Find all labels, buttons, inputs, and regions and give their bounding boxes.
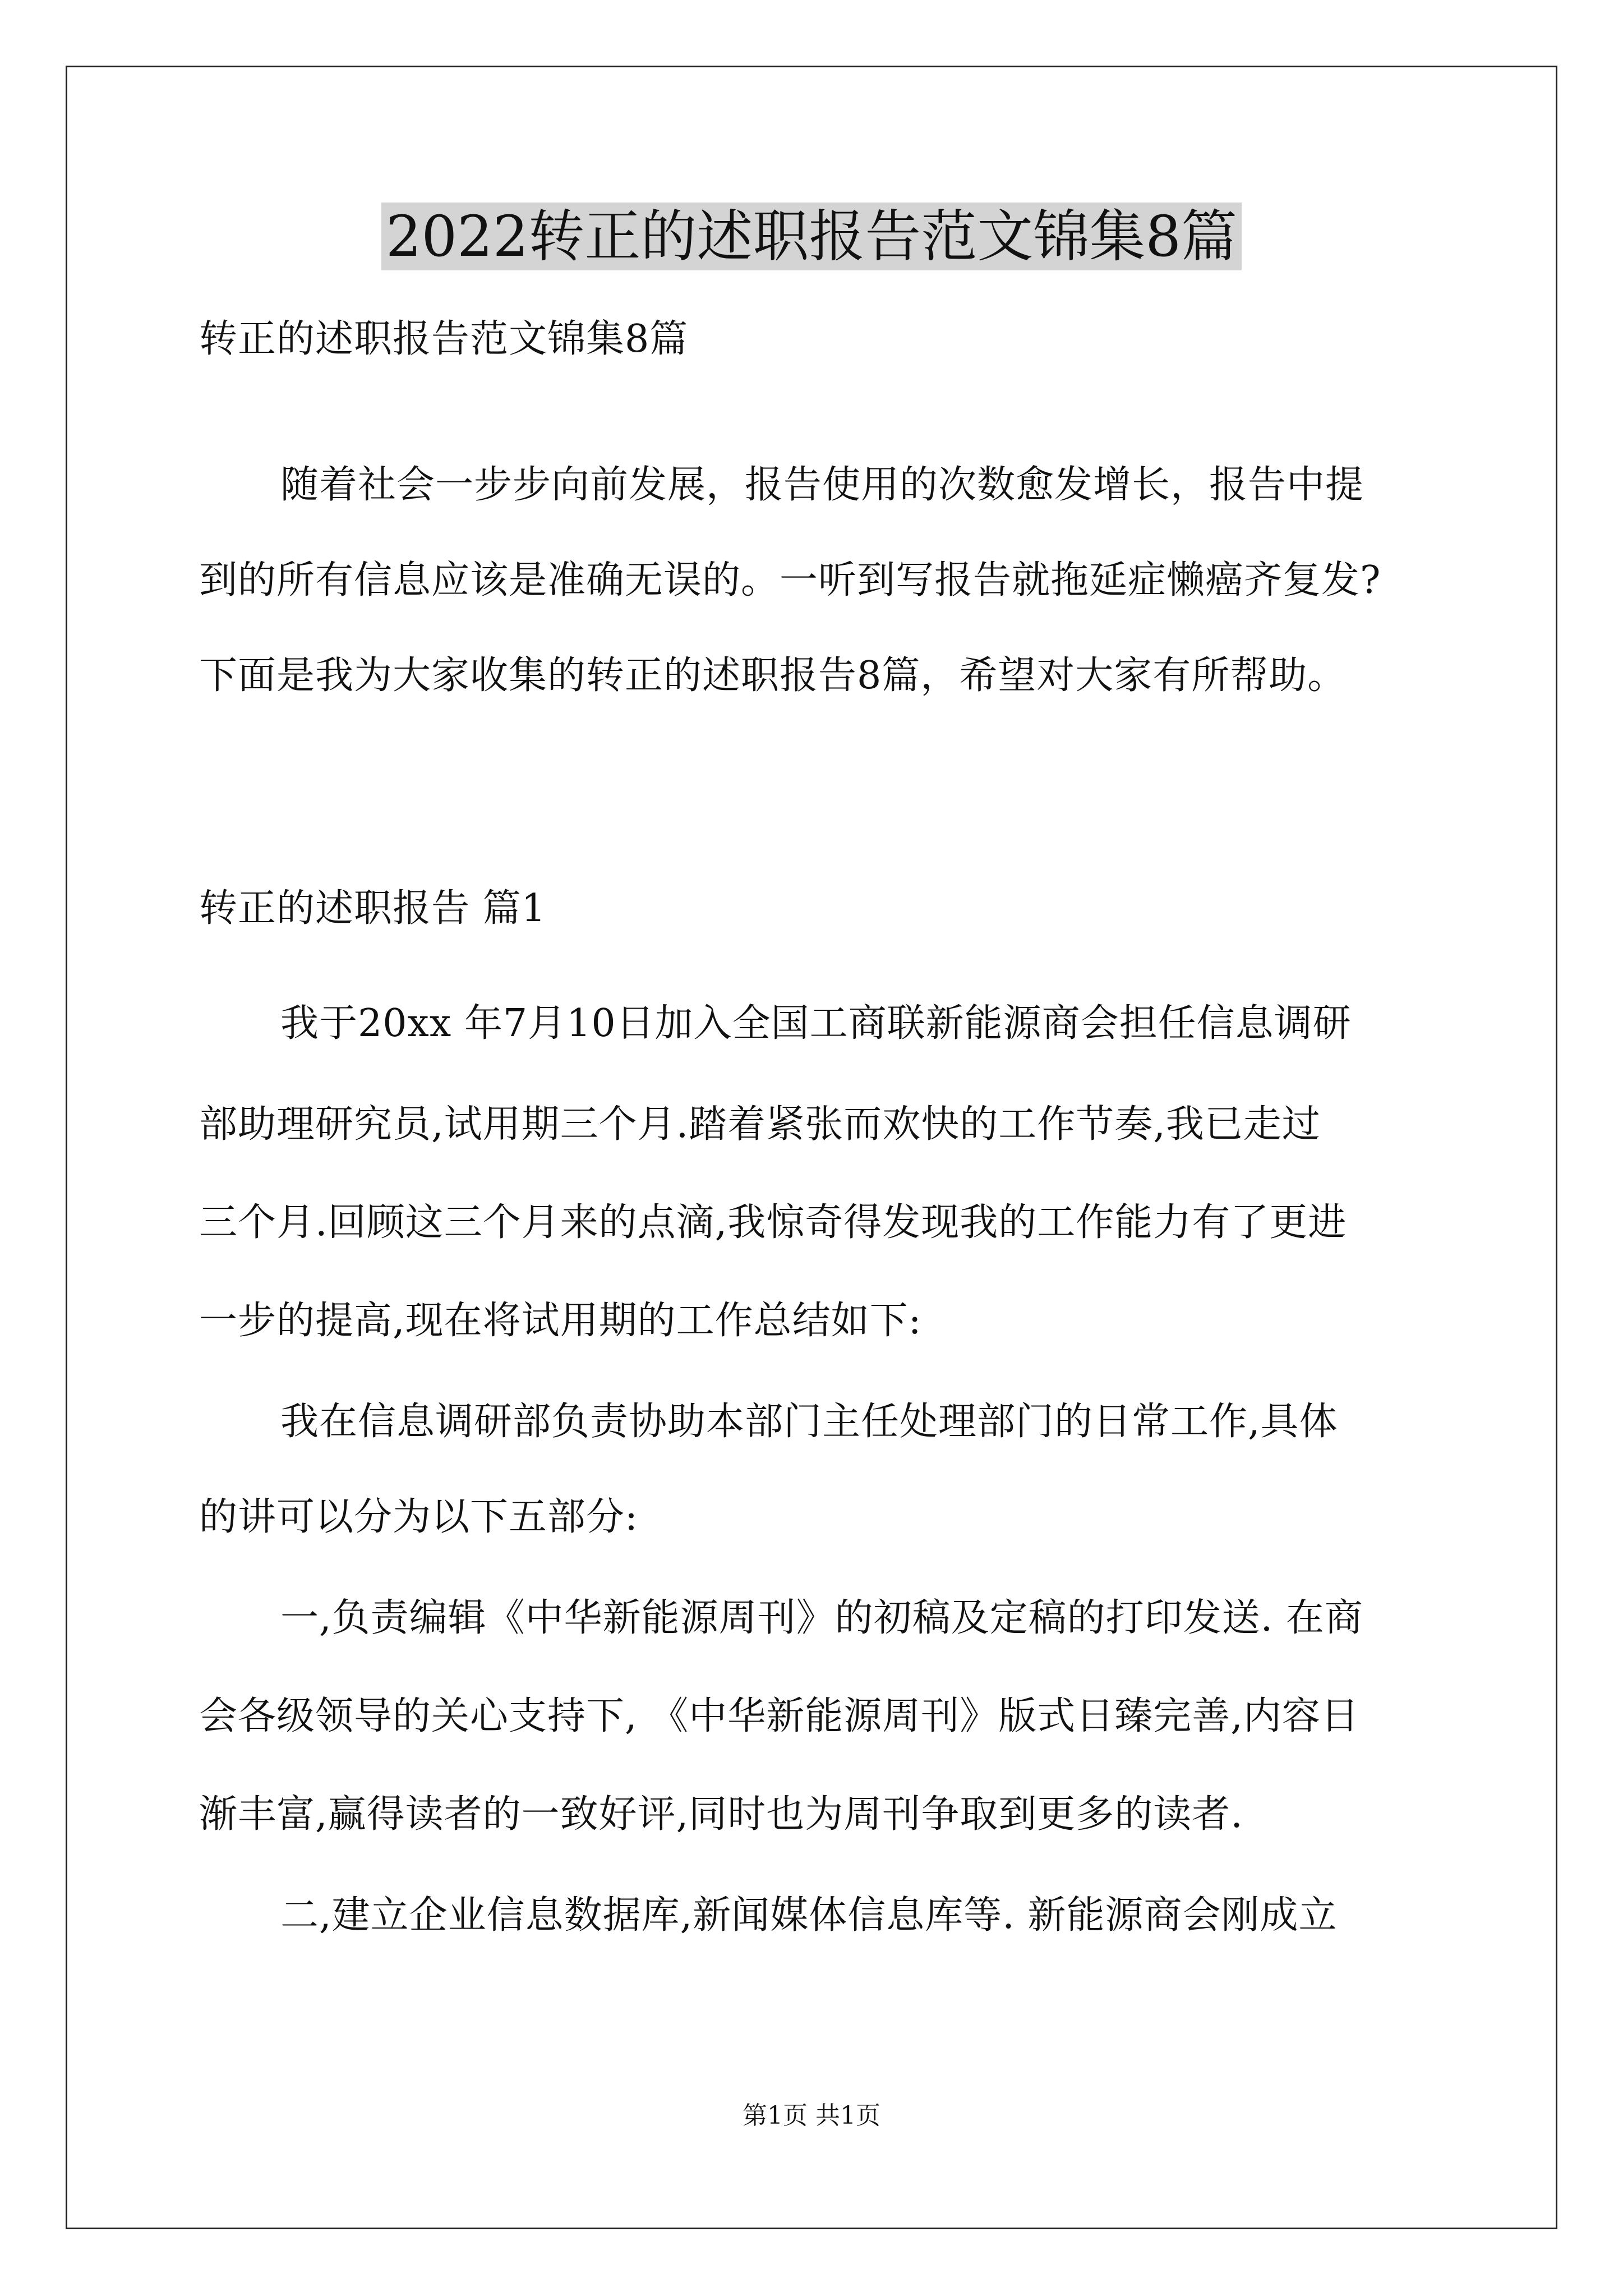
- paragraph-line: 一步的提高,现在将试用期的工作总结如下:: [199, 1299, 922, 1343]
- paragraph-line: 渐丰富,赢得读者的一致好评,同时也为周刊争取到更多的读者.: [199, 1792, 1243, 1837]
- paragraph-line: 下面是我为大家收集的转正的述职报告8篇，希望对大家有所帮助。: [199, 654, 1347, 698]
- subtitle-line: 转正的述职报告范文锦集8篇: [199, 317, 689, 361]
- page-footer: 第1页 共1页: [743, 2101, 880, 2130]
- paragraph-line: 的讲可以分为以下五部分:: [199, 1495, 638, 1539]
- paragraph-line: 我在信息调研部负责协助本部门主任处理部门的日常工作,具体: [280, 1400, 1338, 1444]
- paragraph-line: 我于20xx 年7月10日加入全国工商联新能源商会担任信息调研: [280, 1001, 1352, 1046]
- document-title: 2022转正的述职报告范文锦集8篇: [0, 197, 1623, 276]
- paragraph-line: 部助理研究员,试用期三个月.踏着紧张而欢快的工作节奏,我已走过: [199, 1102, 1321, 1147]
- paragraph-line: 一,负责编辑《中华新能源周刊》的初稿及定稿的打印发送. 在商: [280, 1596, 1363, 1640]
- paragraph-line: 会各级领导的关心支持下, 《中华新能源周刊》版式日臻完善,内容日: [199, 1694, 1359, 1738]
- paragraph-line: 二,建立企业信息数据库,新闻媒体信息库等. 新能源商会刚成立: [280, 1893, 1338, 1938]
- paragraph-line: 三个月.回顾这三个月来的点滴,我惊奇得发现我的工作能力有了更进: [199, 1200, 1347, 1245]
- paragraph-line: 到的所有信息应该是准确无误的。一听到写报告就拖延症懒癌齐复发?: [199, 558, 1381, 602]
- section-heading: 转正的述职报告 篇1: [199, 886, 546, 931]
- paragraph-line: 随着社会一步步向前发展，报告使用的次数愈发增长，报告中提: [280, 463, 1364, 507]
